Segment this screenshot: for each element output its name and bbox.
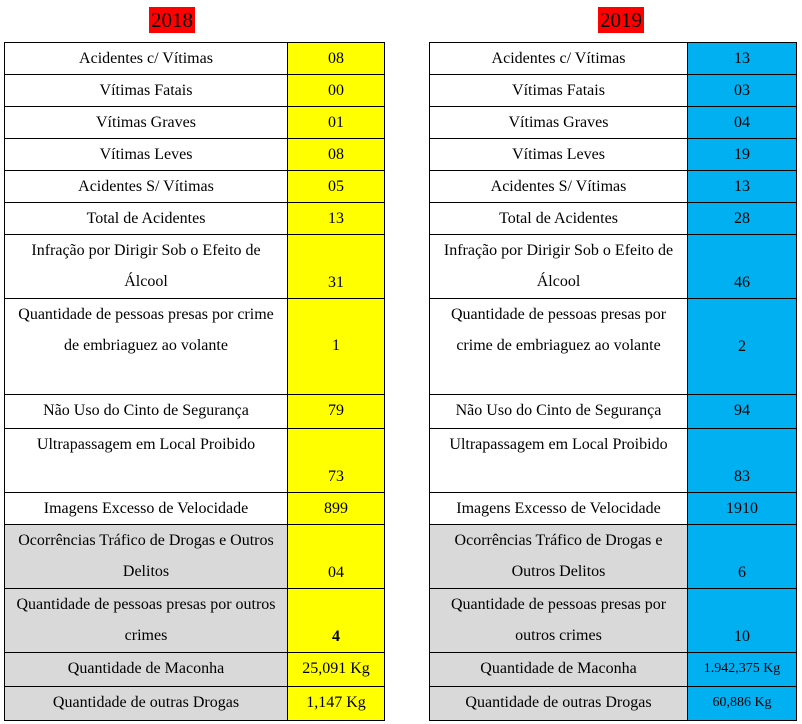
row-value: 1	[288, 299, 385, 395]
row-value: 25,091 Kg	[288, 653, 385, 687]
row-value: 1,147 Kg	[288, 687, 385, 721]
row-label: Quantidade de pessoas presas por crime de embriaguez ao volante	[5, 299, 288, 395]
row-value: 1.942,375 Kg	[688, 653, 797, 687]
stats-table-2019	[429, 42, 797, 721]
table-row	[430, 235, 797, 299]
table-row	[430, 429, 797, 493]
row-label: Não Uso do Cinto de Segurança	[430, 395, 688, 429]
row-value: 28	[688, 203, 797, 235]
row-value: 01	[288, 107, 385, 139]
table-row	[430, 589, 797, 653]
row-label: Vítimas Graves	[5, 107, 288, 139]
row-value: 73	[288, 429, 385, 493]
stats-table-2018	[4, 42, 385, 721]
row-label: Vítimas Leves	[5, 139, 288, 171]
row-value: 13	[288, 203, 385, 235]
row-label: Vítimas Graves	[430, 107, 688, 139]
row-value: 60,886 Kg	[688, 687, 797, 721]
table-row	[430, 653, 797, 687]
row-label: Ultrapassagem em Local Proibido	[5, 429, 288, 493]
row-value: 04	[288, 525, 385, 589]
row-value: 2	[688, 299, 797, 395]
row-value: 04	[688, 107, 797, 139]
row-value: 31	[288, 235, 385, 299]
row-label: Ocorrências Tráfico de Drogas e Outros Delitos	[430, 525, 688, 589]
table-row	[430, 687, 797, 721]
row-label: Acidentes c/ Vítimas	[5, 43, 288, 75]
row-label: Acidentes c/ Vítimas	[430, 43, 688, 75]
row-label: Quantidade de Maconha	[430, 653, 688, 687]
row-label: Total de Acidentes	[5, 203, 288, 235]
table-row	[5, 75, 385, 107]
table-row	[5, 235, 385, 299]
row-label: Quantidade de Maconha	[5, 653, 288, 687]
table-row	[430, 171, 797, 203]
table-row	[5, 429, 385, 493]
table-row	[5, 43, 385, 75]
table-row	[5, 493, 385, 525]
table-row	[5, 525, 385, 589]
table-row	[5, 139, 385, 171]
table-row	[5, 203, 385, 235]
row-label: Total de Acidentes	[430, 203, 688, 235]
row-value: 79	[288, 395, 385, 429]
row-value: 03	[688, 75, 797, 107]
table-row	[430, 43, 797, 75]
row-value: 83	[688, 429, 797, 493]
row-label: Imagens Excesso de Velocidade	[5, 493, 288, 525]
row-value: 899	[288, 493, 385, 525]
table-row	[430, 203, 797, 235]
row-value: 05	[288, 171, 385, 203]
row-value: 13	[688, 171, 797, 203]
table-row	[5, 299, 385, 395]
row-label: Quantidade de pessoas presas por crime de embriaguez ao volante	[430, 299, 688, 395]
table-row	[430, 299, 797, 395]
row-value: 94	[688, 395, 797, 429]
table-row	[5, 171, 385, 203]
table-row	[5, 687, 385, 721]
row-value: 1910	[688, 493, 797, 525]
row-label: Quantidade de pessoas presas por outros crimes	[430, 589, 688, 653]
row-label: Vítimas Fatais	[5, 75, 288, 107]
table-row	[5, 589, 385, 653]
row-label: Ultrapassagem em Local Proibido	[430, 429, 688, 493]
row-label: Ocorrências Tráfico de Drogas e Outros Delitos	[5, 525, 288, 589]
table-row	[430, 139, 797, 171]
row-value: 10	[688, 589, 797, 653]
row-label: Acidentes S/ Vítimas	[430, 171, 688, 203]
row-label: Quantidade de outras Drogas	[430, 687, 688, 721]
row-value: 08	[288, 43, 385, 75]
row-label: Acidentes S/ Vítimas	[5, 171, 288, 203]
table-row	[430, 75, 797, 107]
table-row	[430, 493, 797, 525]
table-row	[430, 525, 797, 589]
row-label: Infração por Dirigir Sob o Efeito de Álcool	[5, 235, 288, 299]
year-header-2018: 2018	[151, 8, 193, 32]
row-value: 00	[288, 75, 385, 107]
row-label: Vítimas Leves	[430, 139, 688, 171]
table-row	[5, 653, 385, 687]
table-row	[5, 395, 385, 429]
year-header-2019: 2019	[600, 8, 642, 32]
row-label: Imagens Excesso de Velocidade	[430, 493, 688, 525]
row-label: Quantidade de outras Drogas	[5, 687, 288, 721]
row-value: 46	[688, 235, 797, 299]
row-label: Vítimas Fatais	[430, 75, 688, 107]
table-row	[430, 395, 797, 429]
row-label: Quantidade de pessoas presas por outros crimes	[5, 589, 288, 653]
row-value: 13	[688, 43, 797, 75]
row-value: 4	[288, 589, 385, 653]
row-value: 6	[688, 525, 797, 589]
row-value: 19	[688, 139, 797, 171]
row-label: Infração por Dirigir Sob o Efeito de Álcool	[430, 235, 688, 299]
row-label: Não Uso do Cinto de Segurança	[5, 395, 288, 429]
table-row	[5, 107, 385, 139]
row-value: 08	[288, 139, 385, 171]
table-row	[430, 107, 797, 139]
